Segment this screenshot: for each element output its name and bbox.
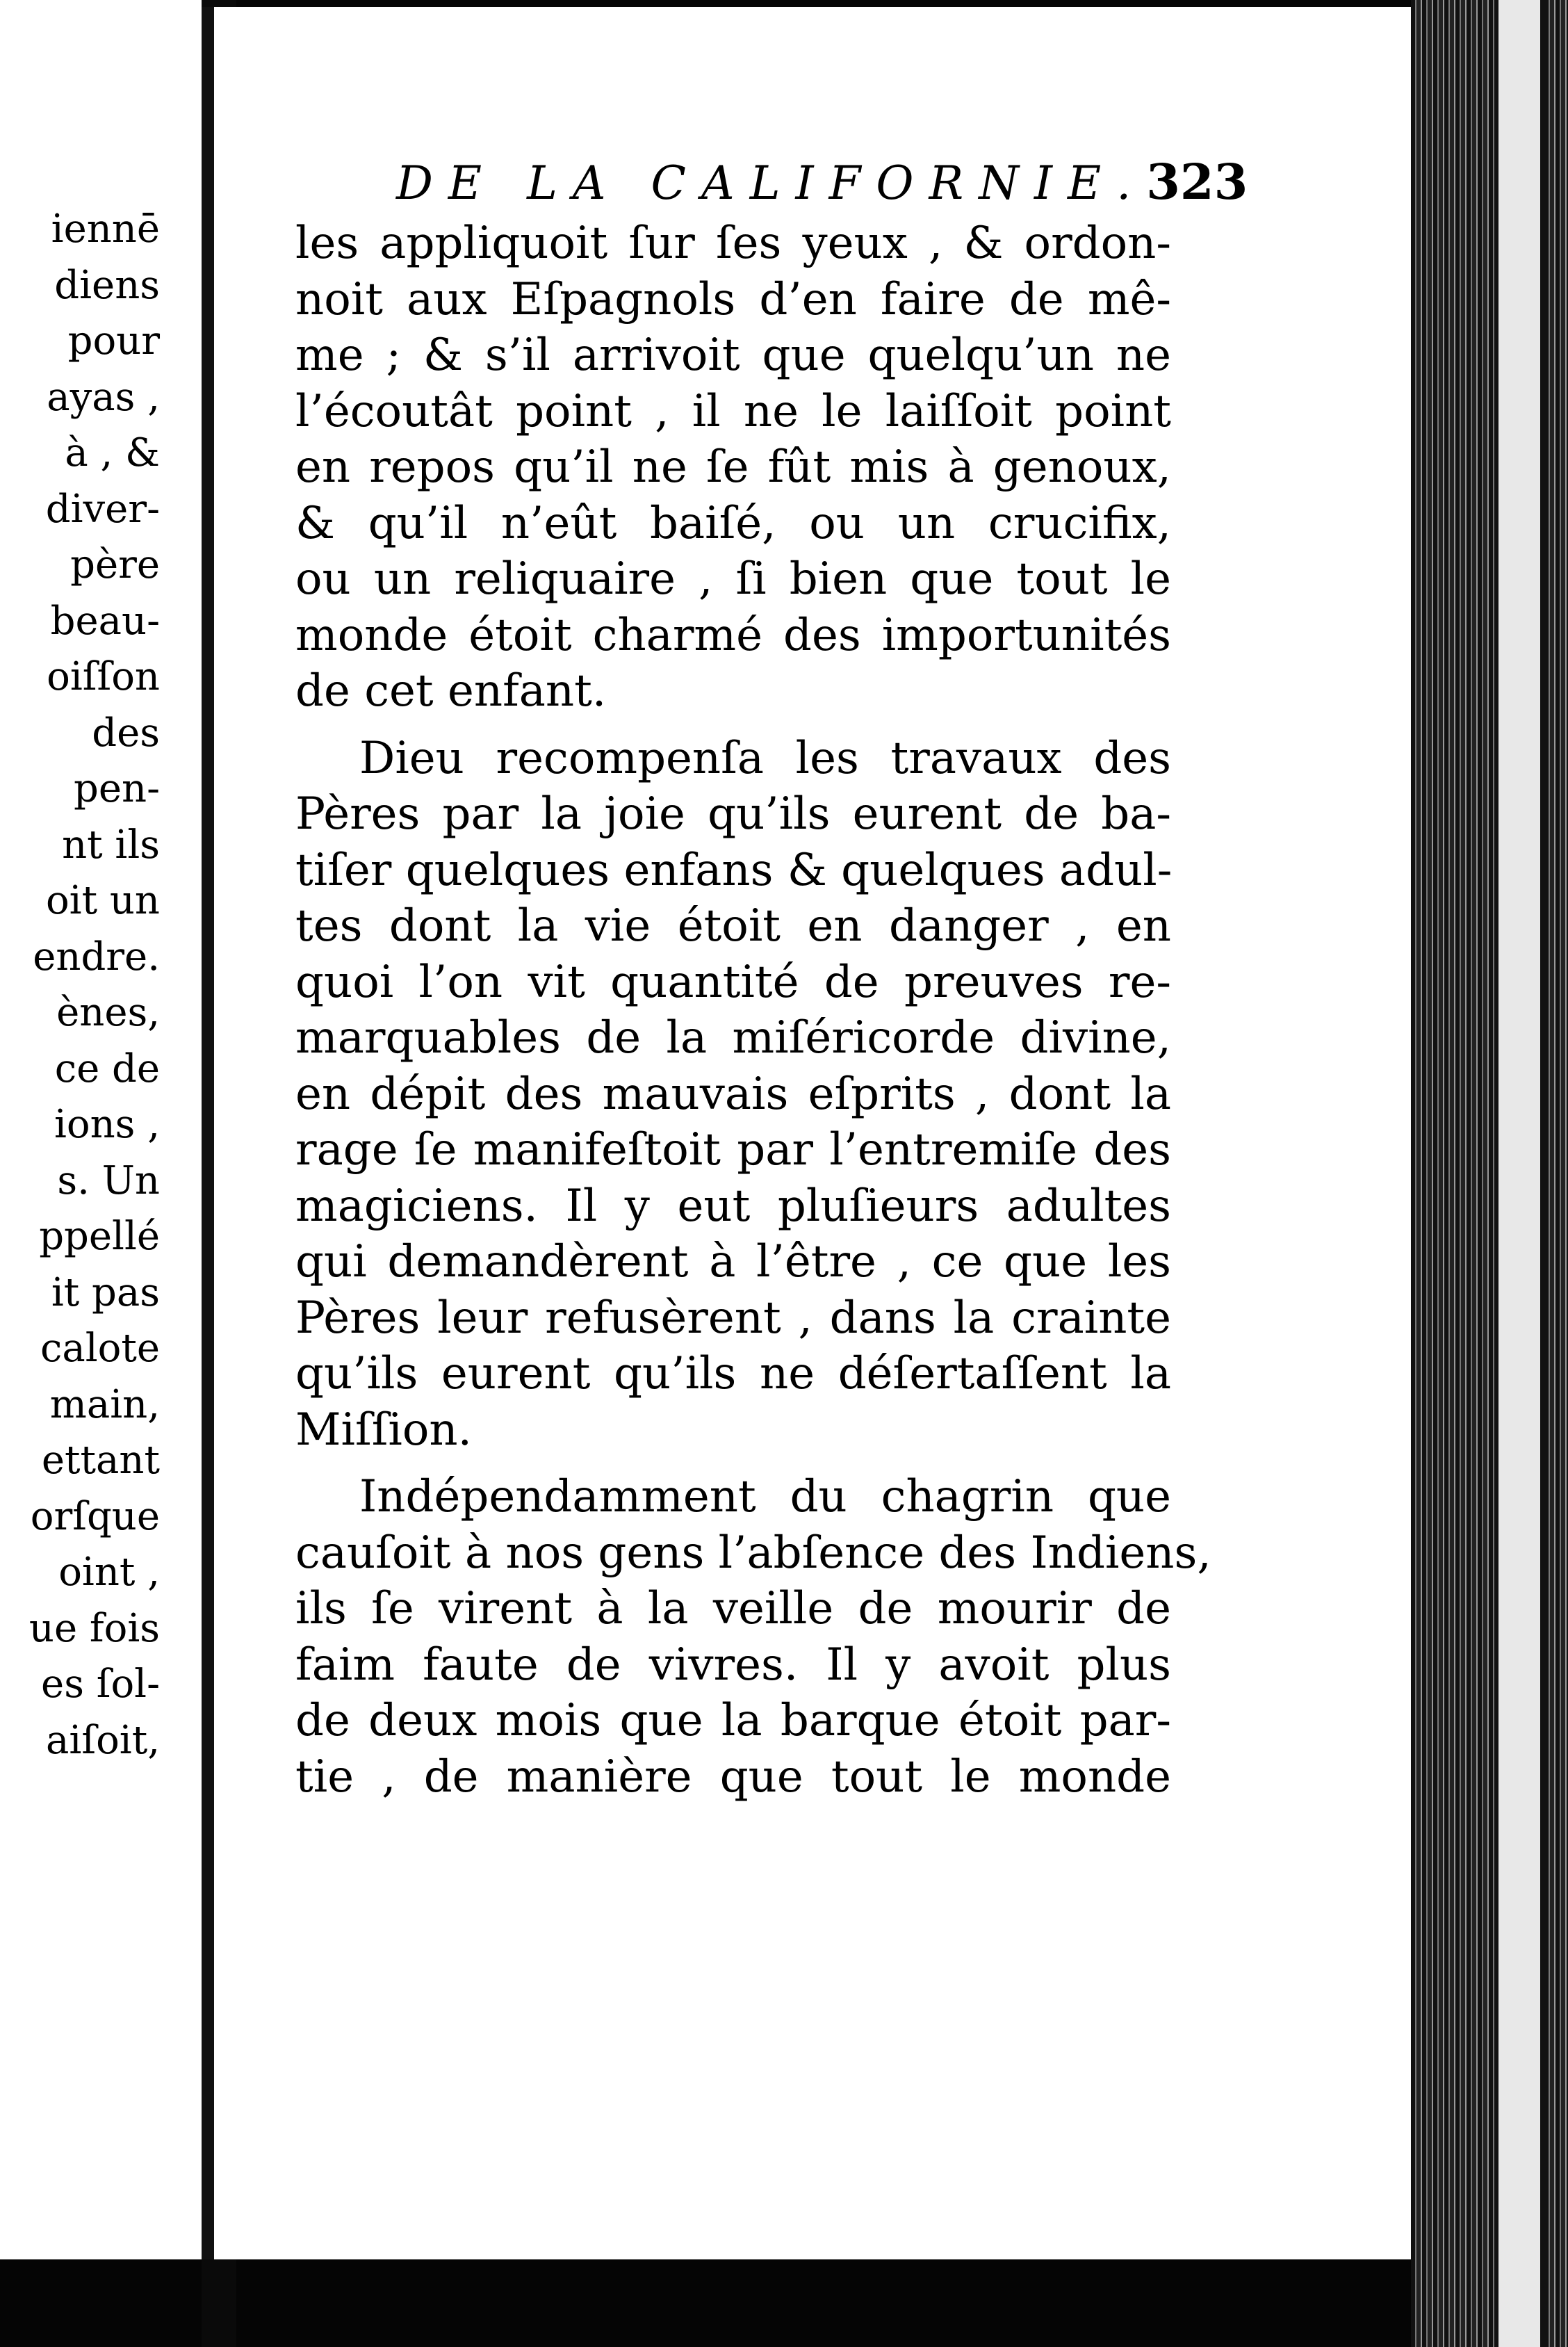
left-line: pen- <box>74 766 160 811</box>
body-text <box>295 216 1211 1805</box>
left-line: es ſol- <box>41 1662 160 1707</box>
text-line: Indépendamment du chagrin que <box>359 1471 1171 1522</box>
left-line: diens <box>54 262 160 308</box>
left-line: ppellé <box>39 1214 160 1259</box>
left-line: oint , <box>58 1550 160 1595</box>
text-line: ou un reliquaire , ſi bien que tout le <box>295 553 1171 605</box>
running-title: DE LA CALIFORNIE. <box>396 156 1147 210</box>
left-line: ènes, <box>56 990 160 1035</box>
left-line: ettant <box>41 1438 160 1483</box>
text-line: les appliquoit ſur ſes yeux , & ordon- <box>295 218 1171 269</box>
left-line: it pas <box>51 1269 160 1315</box>
text-line: tiſer quelques enfans & quelques adul- <box>295 844 1173 896</box>
page-number: 323 <box>1146 153 1248 211</box>
text-line: quoi l’on vit quantité de preuves re- <box>295 956 1171 1008</box>
left-line: iennē <box>51 206 160 252</box>
left-line: beau- <box>50 598 160 644</box>
left-line: orſque <box>30 1493 160 1539</box>
text-line: noit aux Eſpagnols d’en faire de mê- <box>295 273 1171 325</box>
left-line: ue fois <box>28 1605 160 1651</box>
text-line: faim faute de vivres. Il y avoit plus <box>295 1639 1171 1691</box>
text-line: de cet enfant. <box>295 665 607 717</box>
text-line: Dieu recompenſa les travaux des <box>359 732 1171 784</box>
left-line: père <box>70 542 160 587</box>
text-line: qui demandèrent à l’être , ce que les <box>295 1236 1171 1288</box>
text-line: magiciens. Il y eut pluſieurs adultes <box>295 1180 1171 1232</box>
text-line: l’écoutât point , il ne le laiſſoit point <box>295 385 1171 437</box>
text-line: ils ſe virent à la veille de mourir de <box>295 1583 1171 1634</box>
text-line: Miſſion. <box>295 1404 472 1456</box>
left-line: ayas , <box>47 374 160 420</box>
text-line: monde étoit charmé des importunités <box>295 609 1171 661</box>
text-line: tie , de manière que tout le monde <box>295 1751 1171 1803</box>
page-edge-highlight <box>1494 0 1546 2347</box>
text-line: me ; & s’il arrivoit que quelqu’un ne <box>295 330 1171 381</box>
text-line: Pères par la joie qu’ils eurent de ba- <box>295 788 1171 840</box>
left-line: main, <box>49 1381 160 1427</box>
text-line: en repos qu’il ne ſe fût mis à genoux, <box>295 441 1171 493</box>
left-facing-page <box>0 0 202 2259</box>
text-line: tes dont la vie étoit en danger , en <box>295 900 1171 952</box>
text-line: & qu’il n’eût baiſé, ou un crucifix, <box>295 497 1171 549</box>
left-line: nt ils <box>62 822 160 868</box>
page-header <box>396 153 1248 216</box>
text-line: marquables de la miſéricorde divine, <box>295 1012 1171 1064</box>
left-line: endre. <box>33 934 160 980</box>
left-line: à , & <box>65 430 160 476</box>
text-line: qu’ils eurent qu’ils ne déſertaſſent la <box>295 1348 1171 1399</box>
left-line: des <box>92 710 160 756</box>
left-line: ce de <box>54 1046 160 1091</box>
left-line: diver- <box>45 486 160 532</box>
text-line: Pères leur refusèrent , dans la crainte <box>295 1292 1171 1344</box>
left-page-text <box>0 202 160 1769</box>
text-line: cauſoit à nos gens l’abſence des Indiens, <box>295 1527 1211 1579</box>
text-line: en dépit des mauvais eſprits , dont la <box>295 1068 1171 1120</box>
left-line: ions , <box>54 1102 160 1147</box>
left-line: pour <box>67 318 160 364</box>
text-line: de deux mois que la barque étoit par- <box>295 1695 1171 1746</box>
left-line: oiſſon <box>47 654 160 699</box>
left-line: s. Un <box>57 1158 160 1203</box>
left-line: aiſoit, <box>46 1717 160 1763</box>
text-line: rage ſe manifeſtoit par l’entremiſe des <box>295 1124 1171 1176</box>
left-line: oit un <box>45 878 160 923</box>
left-line: calote <box>40 1326 160 1371</box>
